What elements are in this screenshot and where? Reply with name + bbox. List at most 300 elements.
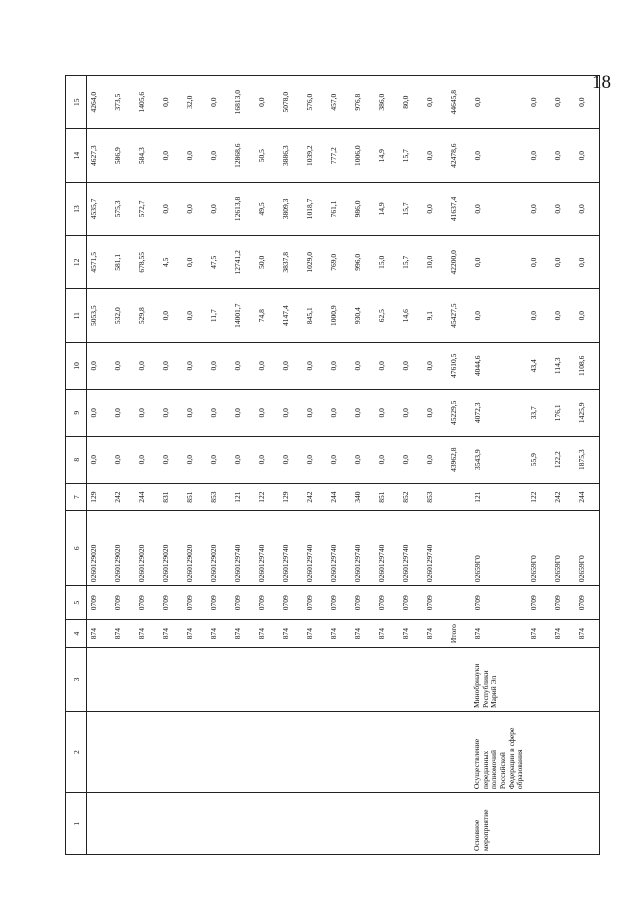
table-row bbox=[135, 76, 159, 855]
table-cell: 4,5 bbox=[159, 236, 183, 289]
table-cell: 0,0 bbox=[207, 342, 231, 389]
table-cell: Минобрнауки Республики Марий Эл bbox=[471, 648, 527, 712]
table-cell: 874 bbox=[303, 620, 327, 648]
table-row bbox=[159, 76, 183, 855]
table-cell: 33,7 bbox=[527, 389, 551, 436]
table-cell bbox=[135, 648, 159, 712]
table-cell: 0709 bbox=[135, 586, 159, 620]
table-row bbox=[399, 76, 423, 855]
table-cell: 11,7 bbox=[207, 289, 231, 342]
table-cell bbox=[303, 712, 327, 793]
table-cell: 0,0 bbox=[351, 389, 375, 436]
table-cell bbox=[375, 793, 399, 855]
table-cell: 0,0 bbox=[527, 76, 551, 129]
table-cell bbox=[527, 712, 551, 793]
table-cell: 122,2 bbox=[551, 436, 575, 483]
table-cell bbox=[255, 648, 279, 712]
table-cell: 0,0 bbox=[423, 342, 447, 389]
table-cell: 41637,4 bbox=[447, 182, 471, 235]
table-cell: 0709 bbox=[423, 586, 447, 620]
table-row bbox=[527, 76, 551, 855]
header-cell: 8 bbox=[66, 436, 87, 483]
table-cell: 4571,5 bbox=[87, 236, 112, 289]
table-cell bbox=[159, 712, 183, 793]
table-cell: 45427,5 bbox=[447, 289, 471, 342]
table-cell: 0709 bbox=[375, 586, 399, 620]
table-cell bbox=[447, 712, 471, 793]
table-row bbox=[231, 76, 255, 855]
table-cell: 0,0 bbox=[207, 436, 231, 483]
table-cell: 0,0 bbox=[575, 76, 600, 129]
table-cell bbox=[423, 648, 447, 712]
table-cell bbox=[87, 712, 112, 793]
table-cell: 1405,6 bbox=[135, 76, 159, 129]
header-cell: 13 bbox=[66, 182, 87, 235]
table-cell: 874 bbox=[399, 620, 423, 648]
table-cell: 0,0 bbox=[111, 389, 135, 436]
table-cell bbox=[303, 648, 327, 712]
table-cell: 0,0 bbox=[551, 289, 575, 342]
table-cell bbox=[255, 712, 279, 793]
table-cell: 874 bbox=[471, 620, 527, 648]
table-cell: 986,0 bbox=[351, 182, 375, 235]
table-cell: 0,0 bbox=[255, 436, 279, 483]
table-cell: 4044,6 bbox=[471, 342, 527, 389]
table-cell: 14,6 bbox=[399, 289, 423, 342]
table-cell: 0,0 bbox=[303, 436, 327, 483]
table-cell: 0,0 bbox=[279, 436, 303, 483]
table-cell bbox=[87, 648, 112, 712]
table-cell: 0,0 bbox=[375, 389, 399, 436]
table-cell bbox=[527, 648, 551, 712]
table-cell: 0,0 bbox=[327, 342, 351, 389]
table-cell: 0,0 bbox=[135, 342, 159, 389]
table-cell: 0260129020 bbox=[159, 511, 183, 586]
table-cell bbox=[183, 648, 207, 712]
header-cell: 9 bbox=[66, 389, 87, 436]
table-cell: 4535,7 bbox=[87, 182, 112, 235]
table-cell bbox=[447, 648, 471, 712]
table-cell: 0,0 bbox=[255, 389, 279, 436]
table-cell: 874 bbox=[327, 620, 351, 648]
table-row bbox=[375, 76, 399, 855]
table-cell: 874 bbox=[527, 620, 551, 648]
table-cell: 42478,6 bbox=[447, 129, 471, 182]
table-cell: 44645,8 bbox=[447, 76, 471, 129]
table-cell bbox=[551, 712, 575, 793]
table-cell bbox=[447, 793, 471, 855]
table-cell: 0,0 bbox=[159, 182, 183, 235]
table-cell: 62,5 bbox=[375, 289, 399, 342]
table-cell bbox=[327, 793, 351, 855]
table-cell: 121 bbox=[471, 483, 527, 511]
header-cell: 15 bbox=[66, 76, 87, 129]
table-cell: 0,0 bbox=[575, 182, 600, 235]
table-cell bbox=[423, 712, 447, 793]
table-cell: 572,7 bbox=[135, 182, 159, 235]
table-cell: 0,0 bbox=[255, 342, 279, 389]
header-cell: 4 bbox=[66, 620, 87, 648]
table-cell: 10,0 bbox=[423, 236, 447, 289]
table-row bbox=[327, 76, 351, 855]
table-cell: 0,0 bbox=[423, 436, 447, 483]
table-cell: 0,0 bbox=[327, 436, 351, 483]
table-cell: 0,0 bbox=[527, 289, 551, 342]
table-cell: 0,0 bbox=[575, 236, 600, 289]
table-cell: 5053,5 bbox=[87, 289, 112, 342]
table-cell: 0709 bbox=[575, 586, 600, 620]
table-cell: 0,0 bbox=[351, 436, 375, 483]
table-cell: 575,3 bbox=[111, 182, 135, 235]
table-cell: 0709 bbox=[327, 586, 351, 620]
table-cell: 576,0 bbox=[303, 76, 327, 129]
table-cell bbox=[303, 793, 327, 855]
table-cell bbox=[207, 793, 231, 855]
table-cell: 0709 bbox=[159, 586, 183, 620]
table-cell: 122 bbox=[527, 483, 551, 511]
table-cell: 1108,6 bbox=[575, 342, 600, 389]
table-cell bbox=[327, 648, 351, 712]
table-cell: Основное мероприятие bbox=[471, 793, 527, 855]
table-cell: 14,9 bbox=[375, 129, 399, 182]
table-cell: 0260129740 bbox=[423, 511, 447, 586]
table-cell: 874 bbox=[231, 620, 255, 648]
table-cell bbox=[159, 648, 183, 712]
table-cell: 0,0 bbox=[87, 342, 112, 389]
table-cell bbox=[183, 712, 207, 793]
table-row bbox=[303, 76, 327, 855]
table-cell bbox=[351, 648, 375, 712]
table-cell: 43,4 bbox=[527, 342, 551, 389]
table-cell: 874 bbox=[159, 620, 183, 648]
table-cell: 874 bbox=[279, 620, 303, 648]
table-cell: 129 bbox=[87, 483, 112, 511]
table-cell: 874 bbox=[111, 620, 135, 648]
header-cell: 10 bbox=[66, 342, 87, 389]
table-cell: 0,0 bbox=[159, 129, 183, 182]
table-cell: 0709 bbox=[351, 586, 375, 620]
table-cell: 3809,3 bbox=[279, 182, 303, 235]
table-cell: 0,0 bbox=[279, 389, 303, 436]
table-cell: 0709 bbox=[231, 586, 255, 620]
table-cell: 47610,5 bbox=[447, 342, 471, 389]
table-cell: 4147,4 bbox=[279, 289, 303, 342]
table-cell: 02659Г0 bbox=[471, 511, 527, 586]
table-cell: 0,0 bbox=[183, 436, 207, 483]
table-cell: 0,0 bbox=[111, 436, 135, 483]
table-cell: 853 bbox=[423, 483, 447, 511]
table-cell: 45229,5 bbox=[447, 389, 471, 436]
table-row bbox=[255, 76, 279, 855]
table-cell: 3837,8 bbox=[279, 236, 303, 289]
table-cell bbox=[375, 712, 399, 793]
table-cell: 0260129740 bbox=[231, 511, 255, 586]
table-cell: 0,0 bbox=[183, 389, 207, 436]
table-cell bbox=[279, 793, 303, 855]
table-cell: 15,7 bbox=[399, 129, 423, 182]
table-cell: 0,0 bbox=[527, 236, 551, 289]
table-cell: 874 bbox=[135, 620, 159, 648]
table-cell: 50,5 bbox=[255, 129, 279, 182]
table-cell: 0,0 bbox=[575, 289, 600, 342]
table-cell: 12868,6 bbox=[231, 129, 255, 182]
table-cell: 0,0 bbox=[255, 76, 279, 129]
table-cell: 0709 bbox=[471, 586, 527, 620]
table-cell: 831 bbox=[159, 483, 183, 511]
table-cell: 0260129020 bbox=[111, 511, 135, 586]
table-cell: 874 bbox=[375, 620, 399, 648]
table-cell: 586,9 bbox=[111, 129, 135, 182]
table-cell: 0709 bbox=[279, 586, 303, 620]
table-cell: 3543,9 bbox=[471, 436, 527, 483]
table-cell: 0709 bbox=[183, 586, 207, 620]
table-cell: 0260129020 bbox=[135, 511, 159, 586]
table-cell: 0,0 bbox=[471, 289, 527, 342]
table-cell bbox=[351, 712, 375, 793]
table-cell bbox=[111, 793, 135, 855]
table-cell: 176,1 bbox=[551, 389, 575, 436]
table-cell: 121 bbox=[231, 483, 255, 511]
table-cell: 0,0 bbox=[399, 342, 423, 389]
table-cell bbox=[183, 793, 207, 855]
table-cell: 0,0 bbox=[551, 76, 575, 129]
table-cell: 769,0 bbox=[327, 236, 351, 289]
table-cell: 0,0 bbox=[159, 76, 183, 129]
table-cell: 129 bbox=[279, 483, 303, 511]
table-cell bbox=[87, 793, 112, 855]
table-cell: 1000,9 bbox=[327, 289, 351, 342]
table-cell: 0,0 bbox=[159, 342, 183, 389]
table-row bbox=[207, 76, 231, 855]
table-cell bbox=[135, 712, 159, 793]
table-cell: 3886,3 bbox=[279, 129, 303, 182]
table-cell: 0,0 bbox=[135, 389, 159, 436]
table-cell: 386,0 bbox=[375, 76, 399, 129]
table-cell: 0,0 bbox=[207, 389, 231, 436]
table-cell bbox=[135, 793, 159, 855]
header-cell: 1 bbox=[66, 793, 87, 855]
table-cell: 0709 bbox=[87, 586, 112, 620]
table-cell: 0,0 bbox=[183, 342, 207, 389]
table-cell: 74,8 bbox=[255, 289, 279, 342]
table-cell: 114,3 bbox=[551, 342, 575, 389]
table-cell: 50,0 bbox=[255, 236, 279, 289]
table-cell: 4072,3 bbox=[471, 389, 527, 436]
table-cell: 761,1 bbox=[327, 182, 351, 235]
table-cell bbox=[231, 648, 255, 712]
table-cell: 55,9 bbox=[527, 436, 551, 483]
table-cell: 12741,2 bbox=[231, 236, 255, 289]
table-cell: 0,0 bbox=[471, 129, 527, 182]
table-cell bbox=[351, 793, 375, 855]
table-cell bbox=[111, 648, 135, 712]
table-cell: 853 bbox=[207, 483, 231, 511]
table-cell: 1018,7 bbox=[303, 182, 327, 235]
table-cell: 581,1 bbox=[111, 236, 135, 289]
table-cell bbox=[111, 712, 135, 793]
table-cell: 0,0 bbox=[423, 129, 447, 182]
table-row bbox=[87, 76, 112, 855]
table-cell: 15,0 bbox=[375, 236, 399, 289]
table-cell: 242 bbox=[111, 483, 135, 511]
table-cell bbox=[159, 793, 183, 855]
table-cell: 0,0 bbox=[423, 76, 447, 129]
table-cell bbox=[327, 712, 351, 793]
table-cell: 0,0 bbox=[111, 342, 135, 389]
table-cell: 874 bbox=[575, 620, 600, 648]
header-cell: 7 bbox=[66, 483, 87, 511]
table-cell: 0,0 bbox=[551, 182, 575, 235]
table-cell: 0,0 bbox=[87, 436, 112, 483]
table-cell bbox=[375, 648, 399, 712]
table-cell bbox=[527, 793, 551, 855]
table-cell: 852 bbox=[399, 483, 423, 511]
table-cell: 80,0 bbox=[399, 76, 423, 129]
header-row bbox=[66, 76, 87, 855]
header-cell: 5 bbox=[66, 586, 87, 620]
table-cell: 02659Г0 bbox=[551, 511, 575, 586]
table-cell: 0,0 bbox=[207, 182, 231, 235]
table-cell: 15,7 bbox=[399, 182, 423, 235]
table-cell: 0,0 bbox=[87, 389, 112, 436]
header-cell: 2 bbox=[66, 712, 87, 793]
table-cell: 0709 bbox=[399, 586, 423, 620]
table-cell: 43962,8 bbox=[447, 436, 471, 483]
table-cell: 0,0 bbox=[183, 182, 207, 235]
table-row bbox=[279, 76, 303, 855]
table-cell: 1029,0 bbox=[303, 236, 327, 289]
table-cell bbox=[399, 793, 423, 855]
table-cell: 0,0 bbox=[471, 236, 527, 289]
table-cell bbox=[575, 712, 600, 793]
table-row bbox=[351, 76, 375, 855]
table-cell: 0,0 bbox=[471, 182, 527, 235]
header-cell: 12 bbox=[66, 236, 87, 289]
table-cell: 1006,0 bbox=[351, 129, 375, 182]
table-cell: 0,0 bbox=[183, 289, 207, 342]
table-cell: 0,0 bbox=[423, 389, 447, 436]
table-cell: 0,0 bbox=[183, 236, 207, 289]
table-cell: 122 bbox=[255, 483, 279, 511]
table-cell: 0,0 bbox=[327, 389, 351, 436]
table-cell: 0,0 bbox=[231, 389, 255, 436]
table-cell: 0709 bbox=[303, 586, 327, 620]
table-cell: 0,0 bbox=[279, 342, 303, 389]
table-cell: 0260129740 bbox=[375, 511, 399, 586]
table-cell: 4264,0 bbox=[87, 76, 112, 129]
table-cell: 0260129740 bbox=[303, 511, 327, 586]
table-cell: 0,0 bbox=[375, 436, 399, 483]
table-cell bbox=[447, 483, 471, 511]
table-cell: 1425,9 bbox=[575, 389, 600, 436]
table-cell: 32,0 bbox=[183, 76, 207, 129]
table-body bbox=[87, 76, 600, 855]
table-cell: 244 bbox=[575, 483, 600, 511]
table-cell: Итого bbox=[447, 620, 471, 648]
table-cell: 851 bbox=[375, 483, 399, 511]
table-cell: 0,0 bbox=[303, 342, 327, 389]
table-cell: 0,0 bbox=[207, 76, 231, 129]
table-cell: 5078,0 bbox=[279, 76, 303, 129]
table-cell: 845,1 bbox=[303, 289, 327, 342]
table-cell: 0709 bbox=[551, 586, 575, 620]
table-cell: 42200,0 bbox=[447, 236, 471, 289]
table-cell: 0,0 bbox=[471, 76, 527, 129]
table-cell bbox=[447, 511, 471, 586]
table-cell bbox=[279, 648, 303, 712]
table-row bbox=[471, 76, 527, 855]
header-cell: 11 bbox=[66, 289, 87, 342]
table-cell: 0260129740 bbox=[351, 511, 375, 586]
table-cell: 930,4 bbox=[351, 289, 375, 342]
table-cell: 0709 bbox=[111, 586, 135, 620]
table-cell: 0,0 bbox=[551, 129, 575, 182]
table-cell: 0,0 bbox=[551, 236, 575, 289]
table-cell bbox=[399, 712, 423, 793]
table-cell: 874 bbox=[255, 620, 279, 648]
table-row bbox=[551, 76, 575, 855]
table-cell: 14001,7 bbox=[231, 289, 255, 342]
table-cell: 0,0 bbox=[231, 342, 255, 389]
table-cell: Осуществление переданных полномочий Российской Федерации в сфере образования bbox=[471, 712, 527, 793]
table-cell: 0,0 bbox=[575, 129, 600, 182]
table-cell: 0,0 bbox=[351, 342, 375, 389]
table-cell: 0260129740 bbox=[279, 511, 303, 586]
table-cell: 1875,3 bbox=[575, 436, 600, 483]
table-cell bbox=[207, 648, 231, 712]
table-cell: 0,0 bbox=[303, 389, 327, 436]
page-number: 18 bbox=[592, 72, 611, 93]
table-cell: 0,0 bbox=[527, 129, 551, 182]
table-cell: 02659Г0 bbox=[575, 511, 600, 586]
table-cell: 996,0 bbox=[351, 236, 375, 289]
table-cell: 874 bbox=[351, 620, 375, 648]
table-cell: 15,7 bbox=[399, 236, 423, 289]
table-cell bbox=[399, 648, 423, 712]
table-cell: 16813,0 bbox=[231, 76, 255, 129]
table-cell: 242 bbox=[303, 483, 327, 511]
header-cell: 14 bbox=[66, 129, 87, 182]
table-cell: 584,3 bbox=[135, 129, 159, 182]
table-cell: 0709 bbox=[255, 586, 279, 620]
table-cell bbox=[207, 712, 231, 793]
table-row bbox=[183, 76, 207, 855]
table-cell bbox=[279, 712, 303, 793]
table-cell: 0260129740 bbox=[327, 511, 351, 586]
table-cell: 0,0 bbox=[135, 436, 159, 483]
table-cell: 0,0 bbox=[231, 436, 255, 483]
table-cell: 242 bbox=[551, 483, 575, 511]
table-cell bbox=[255, 793, 279, 855]
table-cell: 532,0 bbox=[111, 289, 135, 342]
table-cell: 373,5 bbox=[111, 76, 135, 129]
table-cell: 14,9 bbox=[375, 182, 399, 235]
table-cell: 4627,3 bbox=[87, 129, 112, 182]
table-cell: 0709 bbox=[207, 586, 231, 620]
table-cell bbox=[423, 793, 447, 855]
table-cell: 0,0 bbox=[423, 182, 447, 235]
table-cell: 777,2 bbox=[327, 129, 351, 182]
table-cell: 874 bbox=[423, 620, 447, 648]
table-cell bbox=[231, 793, 255, 855]
table-cell: 457,0 bbox=[327, 76, 351, 129]
table-cell: 244 bbox=[135, 483, 159, 511]
table-row bbox=[575, 76, 600, 855]
table-cell: 49,5 bbox=[255, 182, 279, 235]
table-cell bbox=[575, 793, 600, 855]
table-cell: 0260129740 bbox=[255, 511, 279, 586]
table-cell: 0,0 bbox=[183, 129, 207, 182]
